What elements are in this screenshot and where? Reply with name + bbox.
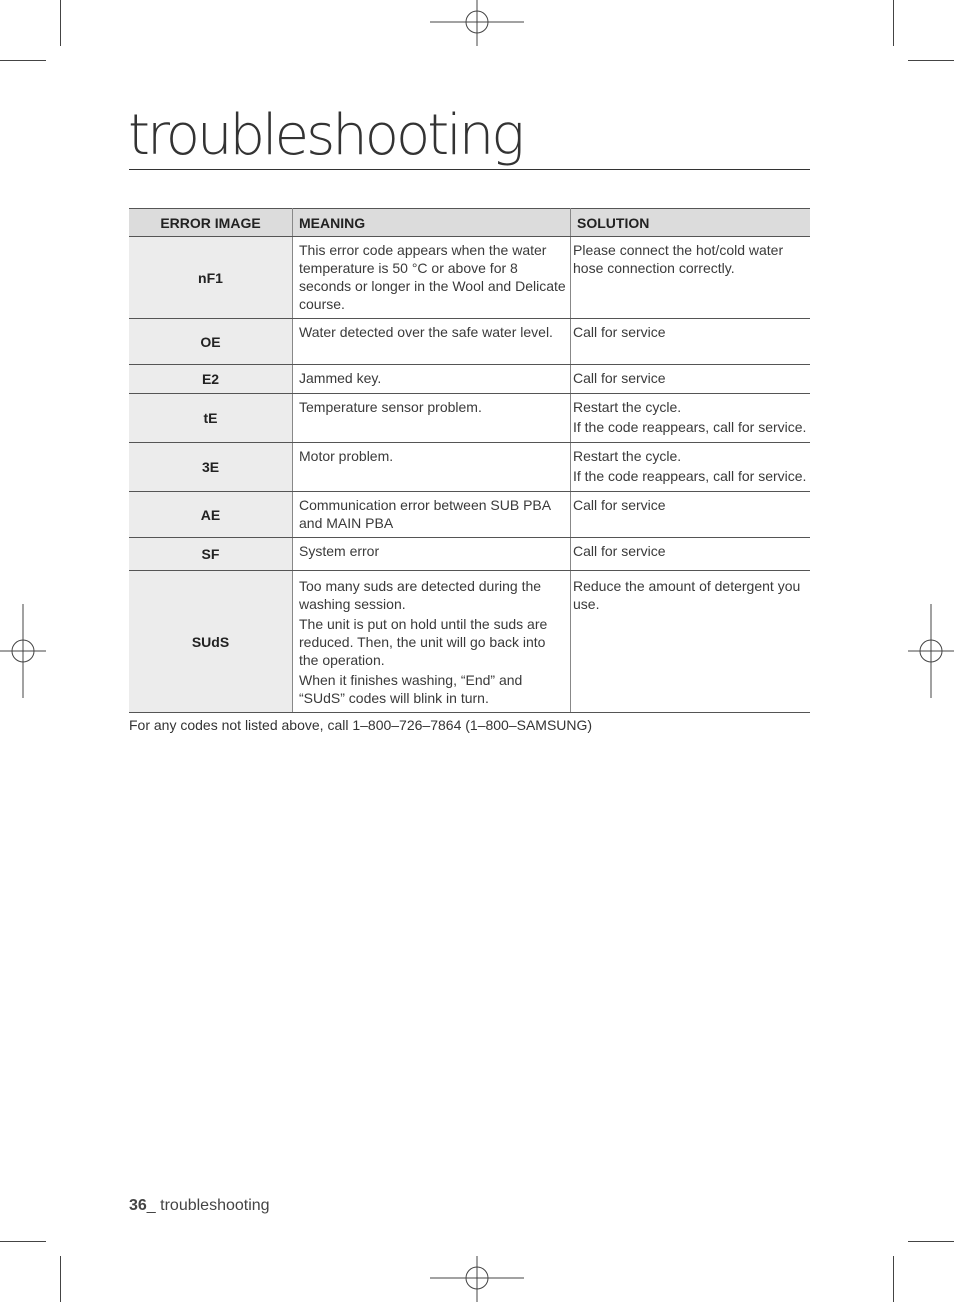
error-code: E2 (129, 365, 293, 394)
meaning-text: The unit is put on hold until the suds are reduced. Then, the unit will go back into the operation. (299, 616, 548, 668)
error-code-table (129, 208, 810, 713)
solution-cell (571, 237, 811, 319)
meaning-cell (293, 443, 571, 492)
meaning-text: Motor problem. (299, 448, 394, 464)
error-code: tE (129, 394, 293, 443)
error-code: AE (129, 492, 293, 538)
solution-text: If the code reappears, call for service. (573, 419, 807, 435)
meaning-text: Temperature sensor problem. (299, 399, 482, 415)
crop-mark (908, 1241, 954, 1242)
page-number: 36 (129, 1197, 147, 1214)
meaning-cell (293, 394, 571, 443)
table-row (129, 394, 810, 443)
table-row (129, 443, 810, 492)
crop-mark (0, 1241, 46, 1242)
header-solution: SOLUTION (571, 209, 811, 237)
crop-mark (893, 1256, 894, 1302)
page-footer (129, 1197, 270, 1215)
table-row (129, 365, 810, 394)
error-code: SF (129, 538, 293, 571)
crop-mark (908, 60, 954, 61)
solution-text: Restart the cycle. (573, 399, 682, 415)
solution-cell (571, 365, 811, 394)
header-meaning: MEANING (293, 209, 571, 237)
solution-text: Call for service (573, 370, 666, 386)
table-row (129, 237, 810, 319)
solution-text: Call for service (573, 324, 666, 340)
meaning-text: When it finishes washing, “End” and “SUdS” codes will blink in turn. (299, 672, 523, 706)
meaning-text: Jammed key. (299, 370, 382, 386)
crop-mark (60, 0, 61, 46)
solution-text: If the code reappears, call for service. (573, 468, 807, 484)
solution-cell (571, 492, 811, 538)
meaning-cell (293, 319, 571, 365)
table-row (129, 492, 810, 538)
solution-cell (571, 571, 811, 713)
footnote: For any codes not listed above, call 1–800–726–7864 (1–800–SAMSUNG) (129, 717, 593, 733)
solution-text: Call for service (573, 497, 666, 513)
meaning-cell (293, 237, 571, 319)
error-code: nF1 (129, 237, 293, 319)
registration-mark-icon (908, 604, 954, 698)
table-row (129, 571, 810, 713)
registration-mark-icon (430, 1256, 524, 1302)
crop-mark (60, 1256, 61, 1302)
solution-cell (571, 443, 811, 492)
meaning-cell (293, 492, 571, 538)
crop-mark (0, 60, 46, 61)
meaning-text: Water detected over the safe water level. (299, 324, 553, 340)
solution-text: Restart the cycle. (573, 448, 682, 464)
error-code: OE (129, 319, 293, 365)
registration-mark-icon (0, 604, 46, 698)
meaning-cell (293, 571, 571, 713)
meaning-text: This error code appears when the water temperature is 50 °C or above for 8 seconds or longer in the Wool and Delicate course. (299, 242, 566, 312)
solution-cell (571, 319, 811, 365)
table-row (129, 319, 810, 365)
registration-mark-icon (430, 0, 524, 46)
meaning-cell (293, 538, 571, 571)
meaning-text: System error (299, 543, 380, 559)
error-code: SUdS (129, 571, 293, 713)
meaning-text: Too many suds are detected during the washing session. (299, 578, 542, 612)
title-rule (129, 169, 810, 170)
solution-text: Reduce the amount of detergent you use. (573, 578, 801, 612)
solution-text: Call for service (573, 543, 666, 559)
table-header-row (129, 209, 810, 237)
meaning-text: Communication error between SUB PBA and MAIN PBA (299, 497, 551, 531)
solution-cell (571, 394, 811, 443)
error-code: 3E (129, 443, 293, 492)
meaning-cell (293, 365, 571, 394)
table-row (129, 538, 810, 571)
solution-cell (571, 538, 811, 571)
crop-mark (893, 0, 894, 46)
header-error-image: ERROR IMAGE (129, 209, 293, 237)
page-title: troubleshooting (128, 103, 522, 168)
footer-label: _ troubleshooting (146, 1197, 270, 1214)
solution-text: Please connect the hot/cold water hose connection correctly. (573, 242, 784, 276)
